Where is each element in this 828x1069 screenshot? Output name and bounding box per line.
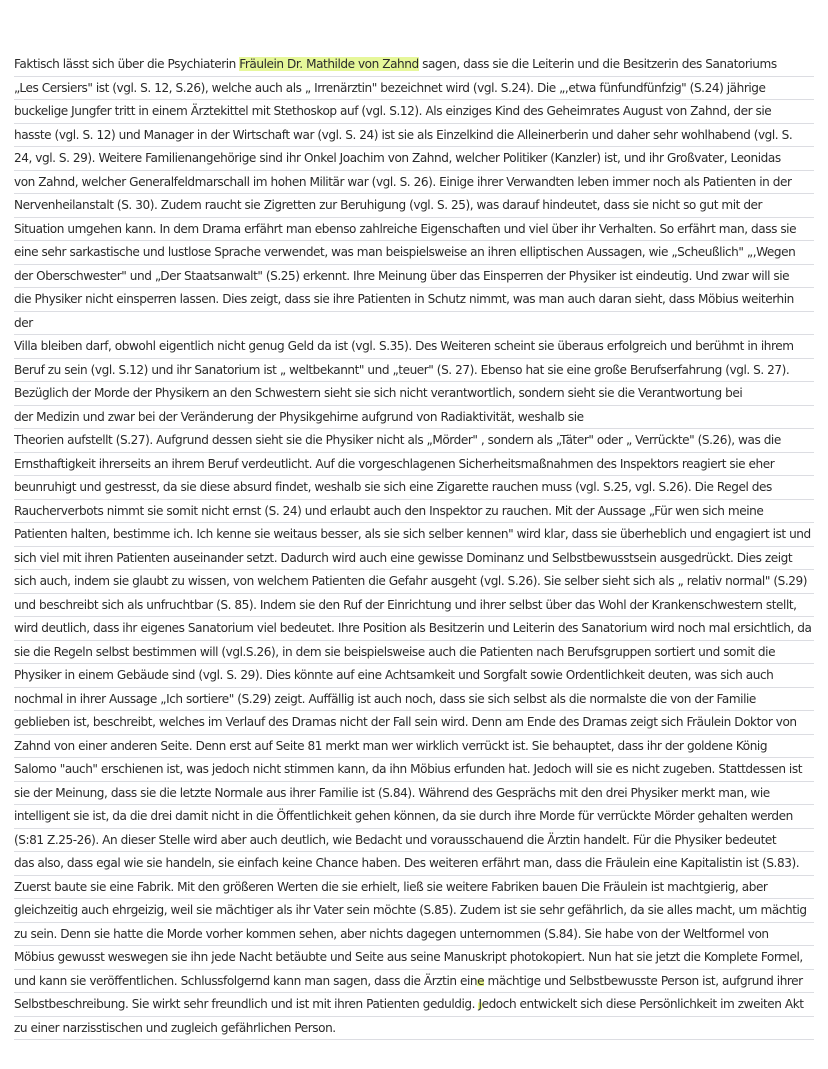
text-line: Villa bleiben darf, obwohl eigentlich nicht genug Geld da ist (vgl. S.35). Des Weiteren scheint sie überaus erfolgreich und berühmt in ihrem bbox=[14, 335, 814, 359]
text-line: der bbox=[14, 312, 814, 336]
text-line: buckelige Jungfer tritt in einem Ärztekittel mit Stethoskop auf (vgl. S.12). Als einziges Kind des Geheimrates August von Zahnd, der sie bbox=[14, 100, 814, 124]
text-segment: sagen, dass sie die Leiterin und die Besitzerin des Sanatoriums bbox=[418, 57, 777, 71]
text-line: Bezüglich der Morde der Physikern an den Schwestern sieht sie sich nicht verantwortlich, sondern sieht sie die Verantwortung bei bbox=[14, 382, 814, 406]
text-line: Theorien aufstellt (S.27). Aufgrund dessen sieht sie die Physiker nicht als „Mörder" , sondern als „Täter" oder „ Verrückte" (S.26), was die bbox=[14, 429, 814, 453]
text-line: Situation umgehen kann. In dem Drama erfährt man ebenso zahlreiche Eigenschaften und viel über ihr Verhalten. So erfährt man, dass sie bbox=[14, 218, 814, 242]
text-line: Raucherverbots nimmt sie somit nicht ernst (S. 24) und erlaubt auch den Inspektor zu rauchen. Mit der Aussage „Für wen sich meine bbox=[14, 500, 814, 524]
text-line: sie der Meinung, dass sie die letzte Normale aus ihrer Familie ist (S.84). Während des Gesprächs mit den drei Physiker merkt man, wie bbox=[14, 782, 814, 806]
text-line: hasste (vgl. S. 12) und Manager in der Wirtschaft war (vgl. S. 24) ist sie als Einzelkind die Alleinerberin und daher sehr wohlhabend (vgl. S. bbox=[14, 124, 814, 148]
text-line: die Physiker nicht einsperren lassen. Dies zeigt, dass sie ihre Patienten in Schutz nimmt, was man auch daran sieht, dass Möbius weiterhin bbox=[14, 288, 814, 312]
text-line: zu einer narzisstischen und zugleich gefährlichen Person. bbox=[14, 1017, 814, 1041]
text-segment: Selbstbeschreibung. Sie wirkt sehr freundlich und ist mit ihren Patienten geduldig. bbox=[14, 997, 479, 1011]
text-segment: und kann sie veröffentlichen. Schlussfolgernd kann man sagen, dass die Ärztin ein bbox=[14, 973, 478, 988]
text-line: Patienten halten, bestimme ich. Ich kenne sie weitaus besser, als sie sich selber kennen" wird klar, dass sie überheblich und engagiert ist und bbox=[14, 523, 814, 547]
text-line: Möbius gewusst weswegen sie ihn jede Nacht betäubte und Seite aus seine Manuskript photokopiert. Nun hat sie jetzt die Komplete Formel, bbox=[14, 946, 814, 970]
text-line bbox=[14, 993, 814, 1017]
text-line: Zuerst baute sie eine Fabrik. Mit den größeren Werten die sie erhielt, ließ sie weitere Fabriken bauen Die Fräulein ist machtgierig, aber bbox=[14, 876, 814, 900]
text-line: der Medizin und zwar bei der Veränderung der Physikgehirne aufgrund von Radiaktivität, weshalb sie bbox=[14, 406, 814, 430]
text-segment: mächtige und Selbstbewusste Person ist, aufgrund ihrer bbox=[484, 973, 803, 988]
text-line: eine sehr sarkastische und lustlose Sprache verwendet, was man beispielsweise an ihren elliptischen Aussagen, wie „Scheußlich" „,Wegen bbox=[14, 241, 814, 265]
text-line: nochmal in ihrer Aussage „Ich sortiere" (S.29) zeigt. Auffällig ist auch noch, dass sie sich selbst als die normalste die von der Familie bbox=[14, 688, 814, 712]
text-line: sich auch, indem sie glaubt zu wissen, von welchem Patienten die Gefahr ausgeht (vgl. S.26). Sie selber sieht sich als „ relativ normal" (S.29) bbox=[14, 570, 814, 594]
text-line: sie die Regeln selbst bestimmen will (vgl.S.26), in dem sie beispielsweise auch die Patienten nach Berufsgruppen sortiert und somit die bbox=[14, 641, 814, 665]
text-line: das also, dass egal wie sie handeln, sie einfach keine Chance haben. Des weiteren erfährt man, dass die Fräulein eine Kapitalistin ist (S.83). bbox=[14, 852, 814, 876]
text-line: und beschreibt sich als unfruchtbar (S. 85). Indem sie den Ruf der Einrichtung und ihrer selbst über das Wohl der Krankenschwestern stellt, bbox=[14, 594, 814, 618]
text-segment: Faktisch lässt sich über die Psychiaterin bbox=[14, 57, 240, 71]
text-line: Beruf zu sein (vgl. S.12) und ihr Sanatorium ist „ weltbekannt" und „teuer" (S. 27). Ebenso hat sie eine große Berufserfahrung (vgl. S. 27). bbox=[14, 359, 814, 383]
text-segment: edoch entwickelt sich diese Persönlichkeit im zweiten Akt bbox=[481, 997, 804, 1011]
text-line: von Zahnd, welcher Generalfeldmarschall im hohen Militär war (vgl. S. 26). Einige ihrer Verwandten leben immer noch als Patienten in der bbox=[14, 171, 814, 195]
text-line: (S:81 Z.25-26). An dieser Stelle wird aber auch deutlich, wie Bedacht und vorausschauend die Ärztin handelt. Für die Physiker bedeutet bbox=[14, 829, 814, 853]
highlighted-text: J bbox=[478, 997, 482, 1011]
text-line: sich viel mit ihren Patienten auseinander setzt. Dadurch wird auch eine gewisse Dominanz und Selbstbewusstsein ausgedrückt. Dies zeigt bbox=[14, 547, 814, 571]
text-line: intelligent sie ist, da die drei damit nicht in die Öffentlichkeit gehen können, da sie durch ihre Morde für verrückte Mörder gehalten werden bbox=[14, 805, 814, 829]
text-line: beunruhigt und gestresst, da sie diese absurd findet, weshalb sie sich eine Zigarette rauchen muss (vgl. S.25, vgl. S.26). Die Regel des bbox=[14, 476, 814, 500]
text-line: Zahnd von einer anderen Seite. Denn erst auf Seite 81 merkt man wer wirklich verrückt ist. Sie behauptet, dass ihr der goldene König bbox=[14, 735, 814, 759]
text-line: geblieben ist, beschreibt, welches im Verlauf des Dramas nicht der Fall sein wird. Denn am Ende des Dramas zeigt sich Fräulein Doktor von bbox=[14, 711, 814, 735]
text-line: „Les Cersiers" ist (vgl. S. 12, S.26), welche auch als „ Irrenärztin" bezeichnet wird (vgl. S.24). Die „,etwa fünfundfünfzig" (S.24) jährige bbox=[14, 77, 814, 101]
highlighted-text: Fräulein Dr. Mathilde von Zahnd bbox=[239, 57, 419, 71]
text-line: zu sein. Denn sie hatte die Morde vorher kommen sehen, aber nichts dagegen unternommen (S.84). Sie habe von der Weltformel von bbox=[14, 923, 814, 947]
text-line: wird deutlich, dass ihr eigenes Sanatorium viel bedeutet. Ihre Position als Besitzerin und Leiterin des Sanatorium wird noch mal ersichtlich, da bbox=[14, 617, 814, 641]
text-line: gleichzeitig auch ehrgeizig, weil sie mächtiger als ihr Vater sein möchte (S.85). Zudem ist sie sehr gefährlich, da sie alles macht, um mächtig bbox=[14, 899, 814, 923]
text-line bbox=[14, 970, 814, 994]
text-line: Physiker in einem Gebäude sind (vgl. S. 29). Dies könnte auf eine Achtsamkeit und Sorgfalt sowie Ordentlichkeit deuten, was sich auch bbox=[14, 664, 814, 688]
text-line: der Oberschwester" und „Der Staatsanwalt" (S.25) erkennt. Ihre Meinung über das Einsperren der Physiker ist eindeutig. Und zwar will sie bbox=[14, 265, 814, 289]
text-line: Nervenheilanstalt (S. 30). Zudem raucht sie Zigretten zur Beruhigung (vgl. S. 25), was darauf hindeutet, dass sie nicht so gut mit der bbox=[14, 194, 814, 218]
text-line bbox=[14, 53, 814, 77]
text-line: 24, vgl. S. 29). Weitere Familienangehörige sind ihr Onkel Joachim von Zahnd, welcher Politiker (Kanzler) ist, und ihr Großvater, Leonidas bbox=[14, 147, 814, 171]
highlighted-text: e bbox=[477, 973, 485, 988]
text-line: Ernsthaftigkeit ihrerseits an ihrem Beruf verdeutlicht. Auf die vorgeschlagenen Sicherheitsmaßnahmen des Inspektors reagiert sie eher bbox=[14, 453, 814, 477]
text-line: Salomo "auch" erschienen ist, was jedoch nicht stimmen kann, da ihn Möbius erfunden hat. Jedoch will sie es nicht zugeben. Stattdessen ist bbox=[14, 758, 814, 782]
essay-text bbox=[14, 53, 814, 1040]
